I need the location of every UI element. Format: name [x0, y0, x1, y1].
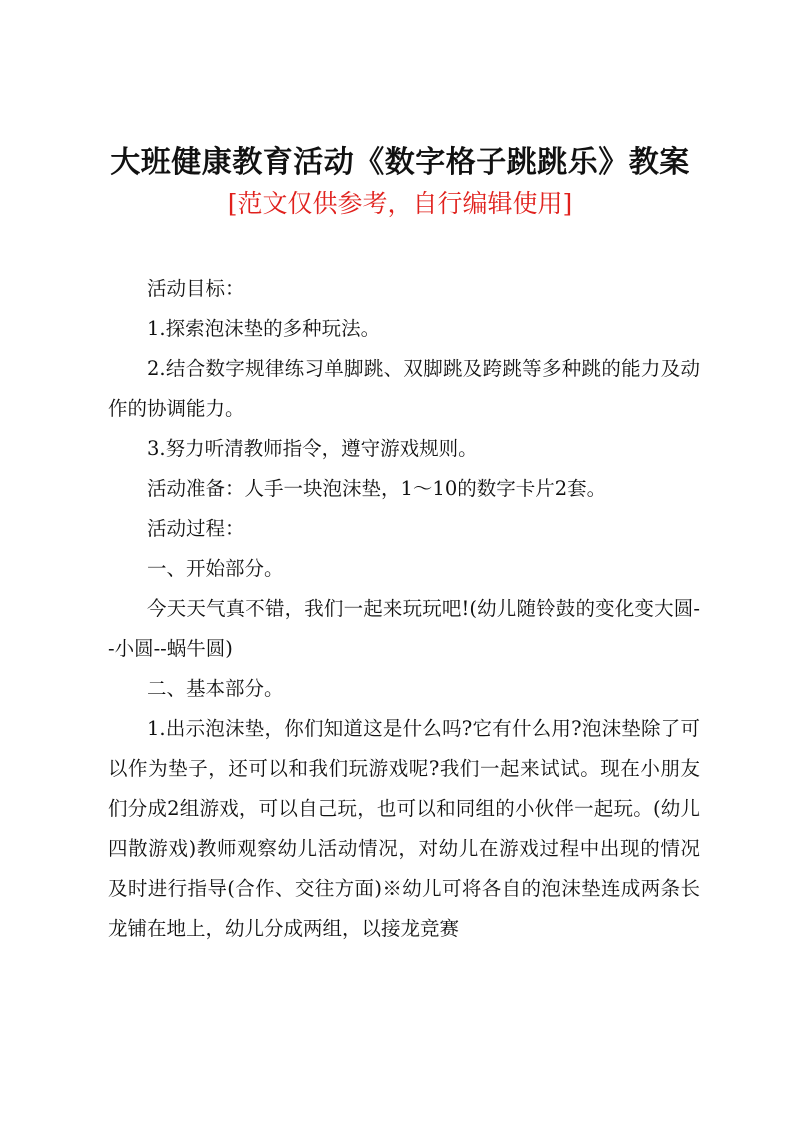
paragraph-goal-3: 3.努力听清教师指令，遵守游戏规则。: [147, 437, 478, 460]
document-body: [108, 269, 700, 949]
paragraph-goal-2: 2.结合数字规律练习单脚跳、双脚跳及跨跳等多种跳的能力及动作的协调能力。: [108, 357, 700, 420]
document-title: 大班健康教育活动《数字格子跳跳乐》教案: [110, 145, 690, 180]
paragraph-section-1: 一、开始部分。: [147, 557, 284, 580]
paragraph-goals-heading: 活动目标：: [147, 277, 245, 300]
paragraph-goal-1: 1.探索泡沫垫的多种玩法。: [147, 317, 381, 340]
document-subtitle: [范文仅供参考，自行编辑使用]: [227, 189, 573, 218]
paragraph-preparation: 活动准备：人手一块泡沫垫，1～10的数字卡片2套。: [147, 477, 607, 500]
paragraph-section-2: 二、基本部分。: [147, 677, 284, 700]
paragraph-process-heading: 活动过程：: [147, 517, 245, 540]
paragraph-section-1-text: 今天天气真不错，我们一起来玩玩吧!(幼儿随铃鼓的变化变大圆--小圆--蜗牛圆): [108, 597, 700, 660]
paragraph-section-2-text: 1.出示泡沫垫，你们知道这是什么吗?它有什么用?泡沫垫除了可以作为垫子，还可以和我们玩游戏呢?我们一起来试试。现在小朋友们分成2组游戏，可以自己玩，也可以和同组的小伙伴一起玩。(幼儿四散游戏)教师观察幼儿活动情况，对幼儿在游戏过程中出现的情况及时进行指导(合作、交往方面)※幼儿可将各自的泡沫垫连成两条长龙铺在地上，幼儿分成两组，以接龙竞赛: [108, 717, 700, 940]
